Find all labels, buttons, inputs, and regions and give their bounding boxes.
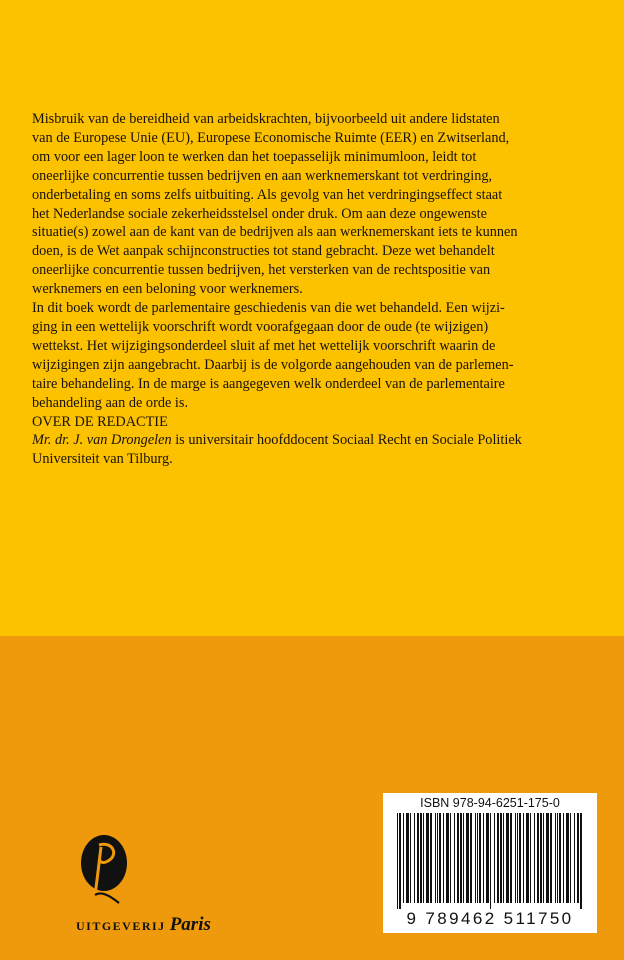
barcode-bar xyxy=(435,813,436,903)
barcode-bar xyxy=(530,813,531,903)
barcode-bar xyxy=(550,813,552,903)
barcode-bar xyxy=(577,813,579,903)
barcode-bars xyxy=(383,813,597,911)
barcode-bar xyxy=(570,813,571,903)
barcode-bar xyxy=(463,813,464,903)
barcode-bar xyxy=(510,813,512,903)
publisher-wordmark xyxy=(76,914,211,936)
barcode-bar xyxy=(477,813,478,903)
barcode-bar xyxy=(506,813,509,903)
barcode-bar xyxy=(399,813,401,909)
barcode-bar xyxy=(414,813,415,903)
barcode-bar xyxy=(475,813,476,903)
barcode-bar xyxy=(494,813,495,903)
barcode-bar xyxy=(559,813,561,903)
barcode-bar xyxy=(460,813,462,903)
editor-bio: is universitair hoofddocent Sociaal Recht en Sociale Politiek Universiteit van Tilburg. xyxy=(32,432,522,468)
barcode-bar xyxy=(497,813,499,903)
about-heading: OVER DE REDACTIE xyxy=(32,413,168,430)
back-cover-text xyxy=(32,110,598,469)
about-editors xyxy=(32,413,598,470)
barcode-bar xyxy=(406,813,409,903)
publisher-prefix: UITGEVERIJ xyxy=(76,919,166,933)
isbn-label: ISBN 978-94-6251-175-0 xyxy=(420,796,560,810)
barcode-bar xyxy=(557,813,558,903)
barcode-bar xyxy=(423,813,424,903)
publisher-logo-icon xyxy=(75,833,131,909)
barcode-bar xyxy=(470,813,472,903)
barcode-bar xyxy=(500,813,502,903)
isbn-barcode xyxy=(383,793,597,933)
description-paragraph-2: In dit boek wordt de parlementaire geschiedenis van die wet behandeld. Een wijzi- ging in een wettelijk voorschrift wordt voorafgegaan door de oude (te wijzigen) wettekst. Het wijzigingsonderdeel sluit af met het wettelijk voorschrift waarin de wijzigingen zijn aangebracht. Daarbij is de volgorde aangehouden van de parlemen- taire behandeling. In de marge is aangegeven welk onderdeel van de parlementaire behandeling aan de orde is. xyxy=(32,300,514,411)
barcode-bar xyxy=(410,813,411,903)
barcode-bar xyxy=(420,813,422,903)
barcode-bar xyxy=(490,813,491,909)
barcode-bar xyxy=(443,813,444,903)
barcode-bar xyxy=(450,813,451,903)
barcode-bar xyxy=(437,813,438,903)
barcode-bar xyxy=(517,813,518,903)
barcode-bar xyxy=(566,813,569,903)
description-paragraph-1: Misbruik van de bereidheid van arbeidskrachten, bijvoorbeeld uit andere lidstaten van de Europese Unie (EU), Europese Economische Ruimte (EER) en Zwitserland, om voor een lager loon te werken dan het toepasselijk minimumloon, leidt tot oneerlijke concurrentie tussen bedrijven en aan werknemerskant tot verdringing, onderbetaling en soms zelfs uitbuiting. Als gevolg van het verdringingseffect staat het Nederlandse sociale zekerheidsstelsel onder druk. Om aan deze ongewenste situatie(s) zowel aan de kant van de bedrijven als aan werknemerskant iets te kunnen doen, is de Wet aanpak schijnconstructies tot stand gebracht. Deze wet behandelt oneerlijke concurrentie tussen bedrijven, het versterken van de rechtspositie van werknemers en een beloning voor werknemers. xyxy=(32,111,518,298)
barcode-bar xyxy=(446,813,449,903)
barcode-bar xyxy=(546,813,549,903)
barcode-bar xyxy=(537,813,539,903)
barcode-bar xyxy=(466,813,469,903)
barcode-bar xyxy=(397,813,398,909)
barcode-bar xyxy=(580,813,582,909)
barcode-bar xyxy=(426,813,429,903)
barcode-bar xyxy=(439,813,441,903)
barcode-digits: 9 789462 511750 xyxy=(406,909,574,928)
barcode-bar xyxy=(483,813,484,903)
barcode-bar xyxy=(526,813,529,903)
barcode-bar xyxy=(555,813,556,903)
barcode-bar xyxy=(540,813,542,903)
barcode-bar xyxy=(454,813,455,903)
barcode-bar xyxy=(519,813,521,903)
barcode-bar xyxy=(403,813,404,903)
barcode-bar xyxy=(430,813,432,903)
barcode-bar xyxy=(543,813,544,903)
publisher-name: Paris xyxy=(169,914,211,935)
barcode-bar xyxy=(515,813,516,903)
barcode-bar xyxy=(486,813,489,903)
editor-name: Mr. dr. J. van Drongelen xyxy=(32,432,172,449)
barcode-bar xyxy=(563,813,564,903)
barcode-bar xyxy=(534,813,535,903)
barcode-bar xyxy=(479,813,481,903)
barcode-bar xyxy=(523,813,524,903)
barcode-bar xyxy=(574,813,575,903)
barcode-bar xyxy=(457,813,459,903)
barcode-bar xyxy=(417,813,419,903)
barcode-bar xyxy=(503,813,504,903)
